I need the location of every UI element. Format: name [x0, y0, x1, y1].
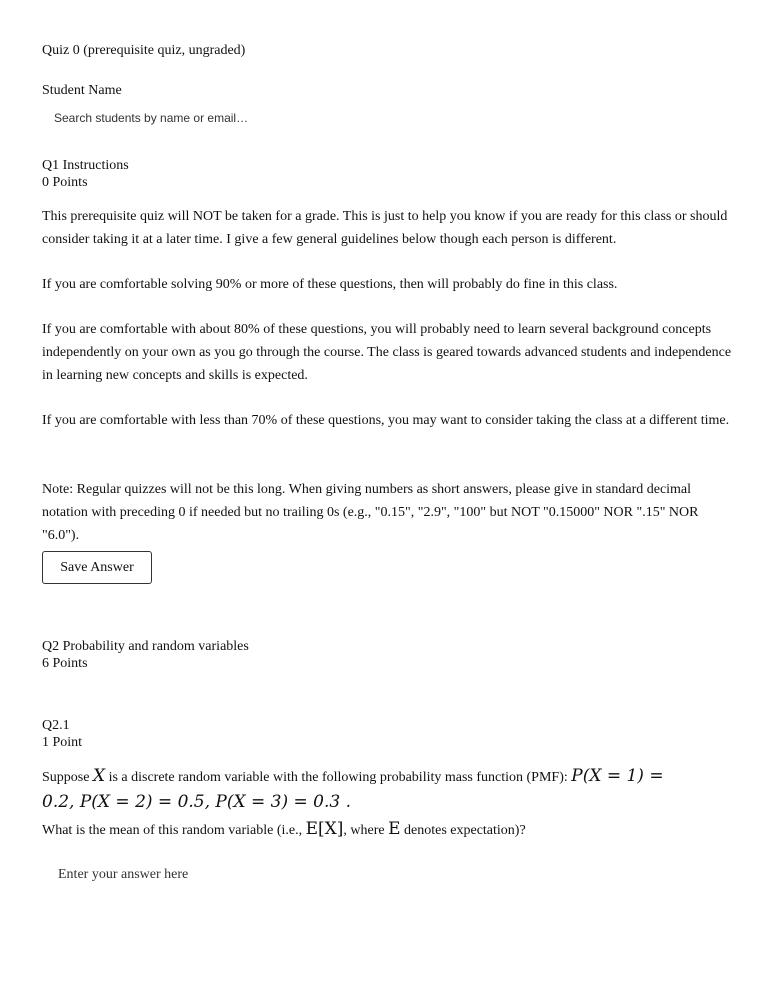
question-post: denotes expectation)?	[400, 823, 526, 838]
question-mid: , where	[343, 823, 389, 838]
question-pre: What is the mean of this random variable (i.e.,	[42, 823, 306, 838]
q1-paragraph-4: If you are comfortable with less than 70% of these questions, you may want to consider taking the class at a different time.	[42, 413, 730, 428]
q2-1-question	[42, 818, 526, 842]
q1-title: Q1 Instructions	[42, 158, 129, 173]
student-name-label: Student Name	[42, 83, 122, 98]
q2-1-answer-input[interactable]	[42, 864, 418, 886]
q2-1-header	[42, 717, 82, 751]
quiz-title: Quiz 0 (prerequisite quiz, ungraded)	[42, 43, 246, 58]
pmf-line-1: P(X = 1) =	[571, 766, 664, 786]
student-search-input[interactable]	[42, 107, 414, 129]
q2-1-prompt	[42, 764, 732, 816]
save-answer-button[interactable]: Save Answer	[42, 551, 152, 584]
q1-header	[42, 157, 129, 191]
q2-title: Q2 Probability and random variables	[42, 639, 249, 654]
expectation-symbol: E	[388, 819, 401, 839]
expectation-expression: E[X]	[305, 819, 344, 839]
q1-paragraph-2: If you are comfortable solving 90% or more of these questions, then will probably do fine in this class.	[42, 277, 618, 292]
q2-points: 6 Points	[42, 656, 88, 671]
q1-paragraph-5: Note: Regular quizzes will not be this long. When giving numbers as short answers, please give in standard decimal notation with preceding 0 if needed but no trailing 0s (e.g., "0.15", "2.9", "100" but NOT "0.15000" NOR ".15" NOR "6.0").	[42, 482, 699, 543]
variable-x: X	[92, 766, 106, 786]
q2-1-points: 1 Point	[42, 735, 83, 750]
prompt-mid: is a discrete random variable with the following probability mass function (PMF):	[105, 770, 572, 785]
q1-paragraph-3: If you are comfortable with about 80% of these questions, you will probably need to learn several background concepts independently on your own as you go through the course. The class is geared towards advanced students and independence in learning new concepts and skills is expected.	[42, 322, 732, 383]
pmf-line-2: 0.2, P(X = 2) = 0.5, P(X = 3) = 0.3 .	[42, 792, 351, 812]
q1-paragraph-1: This prerequisite quiz will NOT be taken for a grade. This is just to help you know if you are ready for this class or should consider taking it at a later time. I give a few general guidelines below though each person is different.	[42, 209, 728, 247]
q1-points: 0 Points	[42, 175, 88, 190]
q2-header	[42, 638, 249, 672]
prompt-intro: Suppose	[42, 770, 93, 785]
q2-1-title: Q2.1	[42, 718, 70, 733]
